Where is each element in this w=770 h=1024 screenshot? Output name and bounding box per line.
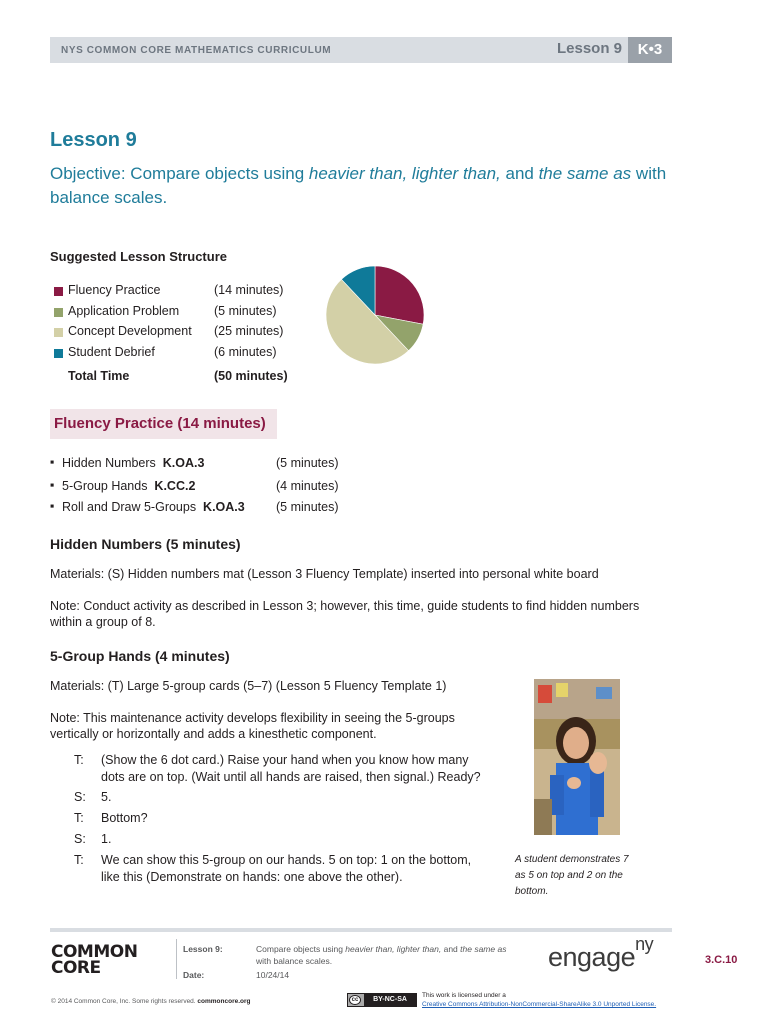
- copyright-site: commoncore.org: [197, 998, 251, 1005]
- bullet-icon: ▪: [50, 478, 55, 492]
- dialogue-text-line1: (Show the 6 dot card.) Raise your hand when you know how many: [101, 753, 469, 767]
- dialogue-text-line1: We can show this 5-group on our hands. 5 on top: 1 on the bottom,: [101, 853, 472, 867]
- dialogue-text-line2: like this (Demonstrate on hands: one above the other).: [101, 870, 403, 884]
- curriculum-title: NYS COMMON CORE MATHEMATICS CURRICULUM: [61, 45, 332, 56]
- fluency-item-name: 5-Group Hands: [62, 479, 148, 493]
- logo-line1: COMMON: [51, 942, 138, 962]
- header-grade-module: K•3: [628, 37, 672, 63]
- license-text: [422, 991, 656, 1009]
- footer-divider: [176, 939, 177, 979]
- footer-lesson-label: Lesson 9:: [183, 944, 223, 954]
- total-time-minutes: (50 minutes): [214, 369, 288, 383]
- common-core-logo: [51, 944, 137, 976]
- fluency-item-code: K.OA.3: [203, 500, 245, 514]
- footer-date: 10/24/14: [256, 970, 290, 980]
- copyright: [51, 998, 251, 1005]
- lesson-structure-title: Suggested Lesson Structure: [50, 249, 227, 264]
- footer-desc-term1: heavier than, lighter than,: [345, 944, 442, 954]
- dialogue-text-line1: 5.: [101, 790, 112, 804]
- fluency-item-minutes: (5 minutes): [276, 456, 339, 470]
- fluency-item-minutes: (4 minutes): [276, 479, 339, 493]
- total-time-label: Total Time: [68, 369, 130, 383]
- legend-swatch: [54, 308, 63, 317]
- license-line1: This work is licensed under a: [422, 992, 506, 999]
- objective-prefix: Objective: Compare objects using: [50, 164, 309, 183]
- bullet-icon: ▪: [50, 499, 55, 513]
- photo-caption: [515, 852, 645, 900]
- fluency-item-name: Roll and Draw 5-Groups: [62, 500, 197, 514]
- objective-mid: and: [500, 164, 539, 183]
- dialogue-speaker: T:: [74, 811, 84, 825]
- cc-icon: cc: [349, 995, 361, 1005]
- dialogue-text-line2: dots are on top. (Wait until all hands are raised, then signal.) Ready?: [101, 770, 481, 784]
- structure-minutes: (6 minutes): [214, 345, 277, 359]
- structure-name: Concept Development: [68, 324, 192, 338]
- objective-suffix: with balance scales.: [50, 164, 667, 207]
- license-link[interactable]: Creative Commons Attribution-NonCommercial-ShareAlike 3.0 Unported License.: [422, 1001, 657, 1008]
- hidden-numbers-note-line2: within a group of 8.: [50, 615, 156, 629]
- student-photo: [534, 679, 620, 835]
- fluency-heading: Fluency Practice (14 minutes): [54, 415, 266, 432]
- pie-slice-fluency-practice: [375, 266, 424, 324]
- five-group-hands-materials: Materials: (T) Large 5-group cards (5–7) (Lesson 5 Fluency Template 1): [50, 679, 447, 693]
- hidden-numbers-materials: Materials: (S) Hidden numbers mat (Lesson 3 Fluency Template) inserted into personal white board: [50, 567, 599, 581]
- structure-name: Student Debrief: [68, 345, 155, 359]
- caption-line3: bottom.: [515, 886, 549, 897]
- objective: [50, 162, 690, 210]
- objective-term2: the same as: [538, 164, 632, 183]
- structure-minutes: (14 minutes): [214, 283, 284, 297]
- footer-desc-mid: and: [441, 944, 461, 954]
- copyright-text: © 2014 Common Core, Inc. Some rights reserved.: [51, 998, 198, 1005]
- fluency-item-name: Hidden Numbers: [62, 456, 156, 470]
- fluency-heading-band: [50, 409, 277, 439]
- dialogue-speaker: T:: [74, 853, 84, 867]
- legend-swatch: [54, 328, 63, 337]
- dialogue-text-line1: Bottom?: [101, 811, 148, 825]
- creative-commons-badge: [347, 993, 417, 1007]
- legend-swatch: [54, 349, 63, 358]
- dialogue-text-line1: 1.: [101, 832, 112, 846]
- footer-desc-term2: the same as: [460, 944, 507, 954]
- cc-badge-label: BY-NC-SA: [364, 994, 416, 1006]
- structure-minutes: (5 minutes): [214, 304, 277, 318]
- dialogue-speaker: S:: [74, 790, 86, 804]
- fluency-item-code: K.CC.2: [154, 479, 196, 493]
- ny-text: ny: [635, 934, 654, 954]
- logo-line2: CORE: [51, 958, 101, 978]
- legend-swatch: [54, 287, 63, 296]
- structure-name: Fluency Practice: [68, 283, 161, 297]
- caption-line1: A student demonstrates 7: [515, 854, 629, 865]
- page-code: 3.C.10: [705, 954, 738, 966]
- footer-rule: [50, 928, 672, 932]
- hidden-numbers-heading: Hidden Numbers (5 minutes): [50, 536, 241, 552]
- objective-term1: heavier than, lighter than,: [308, 164, 501, 183]
- structure-name: Application Problem: [68, 304, 180, 318]
- header-lesson: Lesson 9: [556, 40, 622, 57]
- dialogue-speaker: T:: [74, 753, 84, 767]
- footer-date-label: Date:: [183, 970, 205, 980]
- hidden-numbers-note-line1: Note: Conduct activity as described in Lesson 3; however, this time, guide students to find hidden numbers: [50, 599, 640, 613]
- bullet-icon: ▪: [50, 455, 55, 469]
- footer-lesson-description: [256, 943, 546, 967]
- engage-text: engage: [548, 942, 636, 972]
- engageny-logo: [548, 934, 654, 973]
- dialogue-speaker: S:: [74, 832, 86, 846]
- footer-desc-prefix: Compare objects using: [256, 944, 346, 954]
- footer-desc-line2: with balance scales.: [256, 956, 333, 966]
- structure-minutes: (25 minutes): [214, 324, 284, 338]
- page-header: [50, 37, 672, 63]
- caption-line2: as 5 on top and 2 on the: [515, 870, 623, 881]
- five-group-hands-heading: 5-Group Hands (4 minutes): [50, 648, 230, 664]
- lesson-title: Lesson 9: [50, 129, 137, 151]
- fluency-item-minutes: (5 minutes): [276, 500, 339, 514]
- fluency-item-code: K.OA.3: [162, 456, 205, 470]
- five-group-hands-note-line2: vertically or horizontally and adds a kinesthetic component.: [50, 727, 377, 741]
- five-group-hands-note-line1: Note: This maintenance activity develops flexibility in seeing the 5-groups: [50, 711, 455, 725]
- lesson-structure-pie-chart: [322, 262, 428, 368]
